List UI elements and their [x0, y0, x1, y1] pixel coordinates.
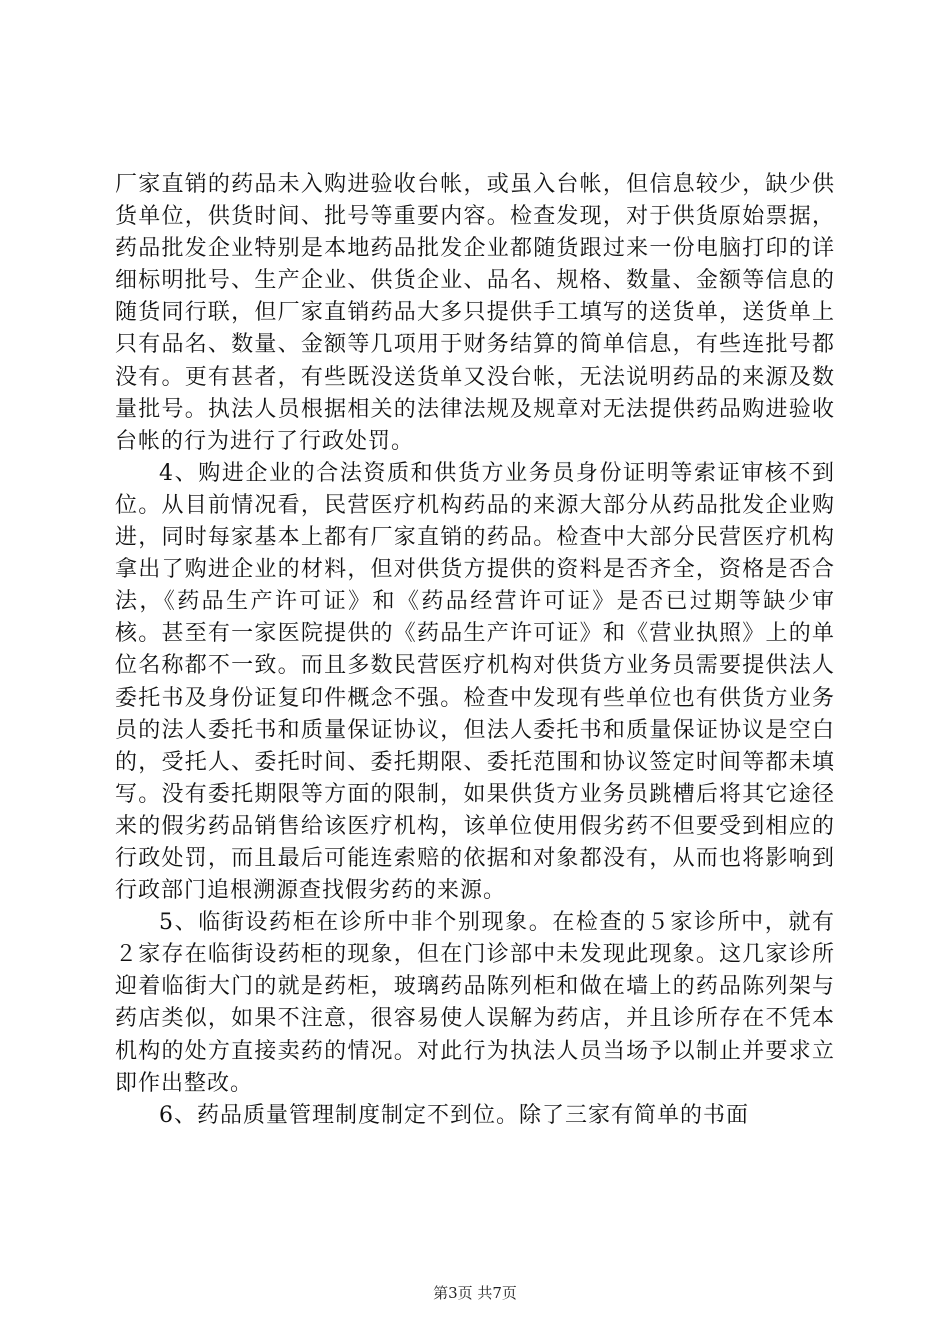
page-footer: 第3页 共7页	[433, 1284, 517, 1302]
paragraph-4: 6、药品质量管理制度制定不到位。除了三家有简单的书面	[159, 1102, 749, 1128]
paragraph-1: 厂家直销的药品未入购进验收台帐，或虽入台帐，但信息较少，缺少供货单位，供货时间、批号等重要内容。检查发现，对于供货原始票据，药品批发企业特别是本地药品批发企业都随货跟过来一份电脑打印的详细标明批号、生产企业、供货企业、品名、规格、数量、金额等信息的随货同行联，但厂家直销药品大多只提供手工填写的送货单，送货单上只有品名、数量、金额等几项用于财务结算的简单信息，有些连批号都没有。更有甚者，有些既没送货单又没台帐，无法说明药品的来源及数量批号。执法人员根据相关的法律法规及规章对无法提供药品购进验收台帐的行为进行了行政处罚。	[115, 172, 835, 454]
paragraph-2: 4、购进企业的合法资质和供货方业务员身份证明等索证审核不到位。从目前情况看，民营医疗机构药品的来源大部分从药品批发企业购进，同时每家基本上都有厂家直销的药品。检查中大部分民营医疗机构拿出了购进企业的材料，但对供货方提供的资料是否齐全，资格是否合法，《药品生产许可证》和《药品经营许可证》是否已过期等缺少审核。甚至有一家医院提供的《药品生产许可证》和《营业执照》上的单位名称都不一致。而且多数民营医疗机构对供货方业务员需要提供法人委托书及身份证复印件概念不强。检查中发现有些单位也有供货方业务员的法人委托书和质量保证协议，但法人委托书和质量保证协议是空白的，受托人、委托时间、委托期限、委托范围和协议签定时间等都未填写。没有委托期限等方面的限制，如果供货方业务员跳槽后将其它途径来的假劣药品销售给该医疗机构，该单位使用假劣药不但要受到相应的行政处罚，而且最后可能连索赔的依据和对象都没有，从而也将影响到行政部门追根溯源查找假劣药的来源。	[115, 460, 835, 904]
document-body	[115, 169, 835, 1132]
paragraph-3: 5、临街设药柜在诊所中非个别现象。在检查的５家诊所中，就有２家存在临街设药柜的现象，但在门诊部中未发现此现象。这几家诊所迎着临街大门的就是药柜，玻璃药品陈列柜和做在墙上的药品陈列架与药店类似，如果不注意，很容易使人误解为药店，并且诊所存在不凭本机构的处方直接卖药的情况。对此行为执法人员当场予以制止并要求立即作出整改。	[115, 910, 835, 1096]
